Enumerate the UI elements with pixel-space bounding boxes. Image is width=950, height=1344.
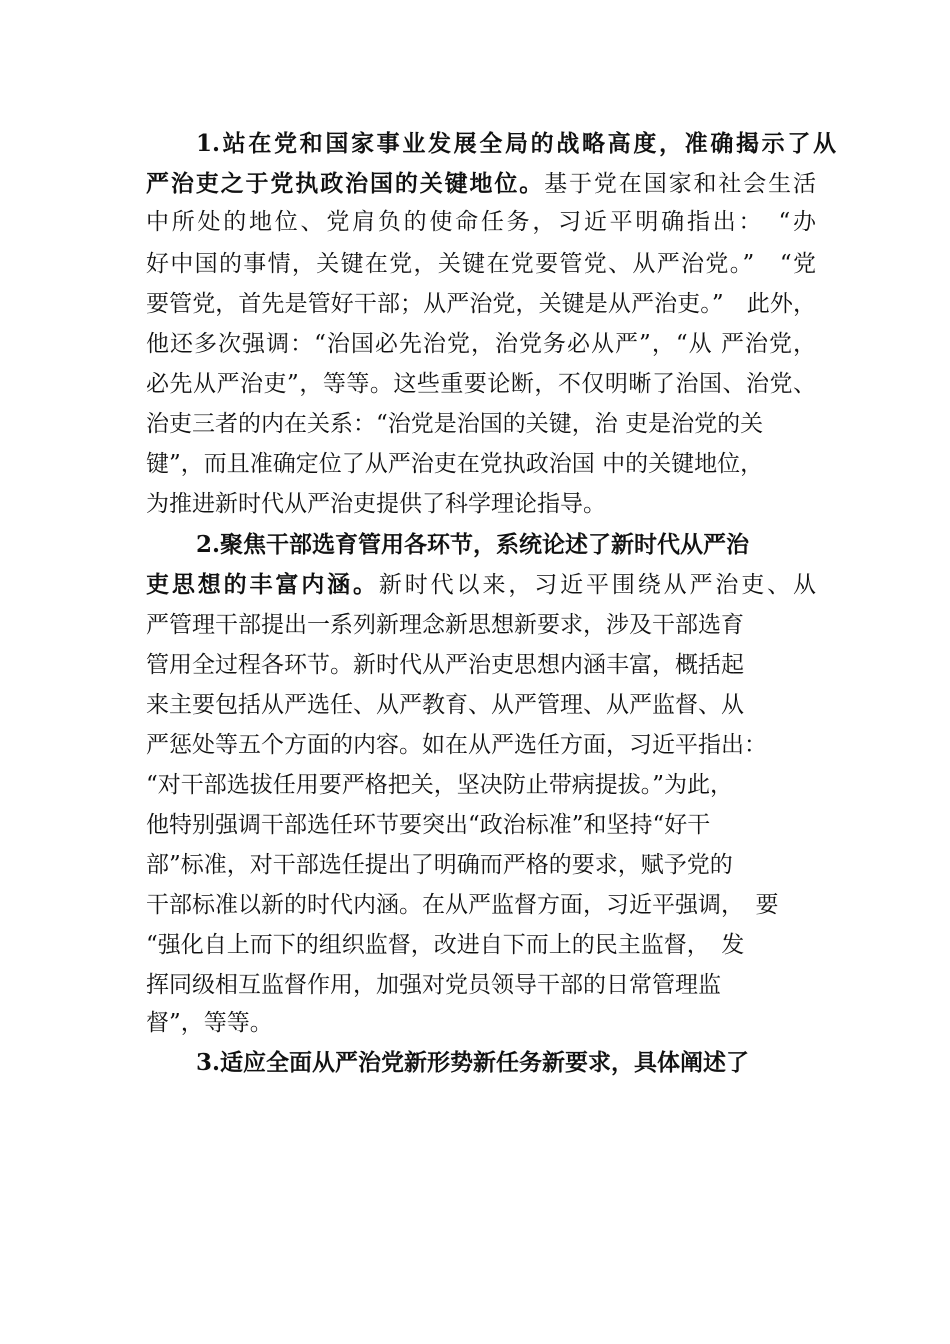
- p1-line-10: [146, 485, 816, 523]
- p1-line-7-text: 必先从严治吏”，等等。这些重要论断，不仅明晰了治国、治党、: [146, 371, 816, 397]
- p1-heading-part1: 1.站在党和国家事业发展全局的战略高度，准确揭示了从: [196, 130, 836, 157]
- p1-heading-part2: 严治吏之于党执政治国的关键地位。: [146, 170, 545, 197]
- p2-line-11: [146, 926, 816, 964]
- p1-line-9-text: 键”，而且准确定位了从严治吏在党执政治国 中的关键地位，: [146, 451, 764, 477]
- p2-line-7-text: “对干部选拔任用要严格把关，坚决防止带病提拔。”为此，: [146, 772, 734, 798]
- p2-line-9: [146, 846, 816, 884]
- p1-line-2-text: 基于党在国家和社会生活: [544, 171, 816, 197]
- p1-line-1: [196, 125, 836, 163]
- p3-heading-part1: 3.适应全面从严治党新形势新任务新要求，具体阐述了: [196, 1049, 750, 1076]
- p2-line-10-text: 干部标准以新的时代内涵。在从严监督方面，习近平强调， 要: [146, 892, 779, 918]
- p2-line-12: [146, 966, 816, 1004]
- p1-line-3: [146, 203, 816, 241]
- p2-line-3: [146, 606, 816, 644]
- p1-line-3-text: 中所处的地位、党肩负的使命任务，习近平明确指出： “办: [146, 209, 816, 235]
- p1-line-5: [146, 285, 816, 323]
- p2-line-10: [146, 886, 816, 924]
- p2-line-12-text: 挥同级相互监督作用，加强对党员领导干部的日常管理监: [146, 972, 721, 998]
- p2-line-6-text: 严惩处等五个方面的内容。如在从严选任方面，习近平指出：: [146, 732, 767, 758]
- p2-line-8: [146, 806, 816, 844]
- p1-line-7: [146, 365, 816, 403]
- p2-heading-part1: 2.聚焦干部选育管用各环节，系统论述了新时代从严治: [196, 531, 750, 558]
- p2-line-13-text: 督”，等等。: [146, 1010, 273, 1036]
- p1-line-6-text: 他还多次强调：“治国必先治党，治党务必从严”，“从 严治党，: [146, 331, 816, 357]
- p2-line-13: [146, 1004, 816, 1042]
- p2-line-6: [146, 726, 816, 764]
- p2-line-5: [146, 686, 816, 724]
- p1-line-2: [146, 165, 816, 203]
- p1-line-4-text: 好中国的事情，关键在党，关键在党要管党、从严治党。” “党: [146, 251, 816, 277]
- p2-line-4: [146, 646, 816, 684]
- p2-line-7: [146, 766, 816, 804]
- p2-heading-part2: 吏思想的丰富内涵。: [146, 571, 379, 598]
- p2-line-8-text: 他特别强调干部选任环节要突出“政治标准”和坚持“好干: [146, 812, 711, 838]
- p2-line-2: [146, 566, 816, 604]
- p2-line-2-text: 新时代以来，习近平围绕从严治吏、从: [378, 572, 816, 598]
- p2-line-3-text: 严管理干部提出一系列新理念新思想新要求，涉及干部选育: [146, 612, 744, 638]
- p2-line-1: [196, 526, 836, 564]
- p2-line-9-text: 部”标准，对干部选任提出了明确而严格的要求，赋予党的: [146, 852, 733, 878]
- p1-line-4: [146, 245, 816, 283]
- p1-line-10-text: 为推进新时代从严治吏提供了科学理论指导。: [146, 491, 606, 517]
- p1-line-8-text: 治吏三者的内在关系：“治党是治国的关键，治 吏是治党的关: [146, 411, 764, 437]
- p2-line-4-text: 管用全过程各环节。新时代从严治吏思想内涵丰富，概括起: [146, 652, 744, 678]
- p2-line-11-text: “强化自上而下的组织监督，改进自下而上的民主监督， 发: [146, 932, 745, 958]
- p2-line-5-text: 来主要包括从严选任、从严教育、从严管理、从严监督、从: [146, 692, 744, 718]
- p1-line-8: [146, 405, 816, 443]
- p1-line-5-text: 要管党，首先是管好干部；从严治党，关键是从严治吏。” 此外，: [146, 291, 816, 317]
- p1-line-9: [146, 445, 816, 483]
- p3-line-1: [196, 1044, 836, 1082]
- p1-line-6: [146, 325, 816, 363]
